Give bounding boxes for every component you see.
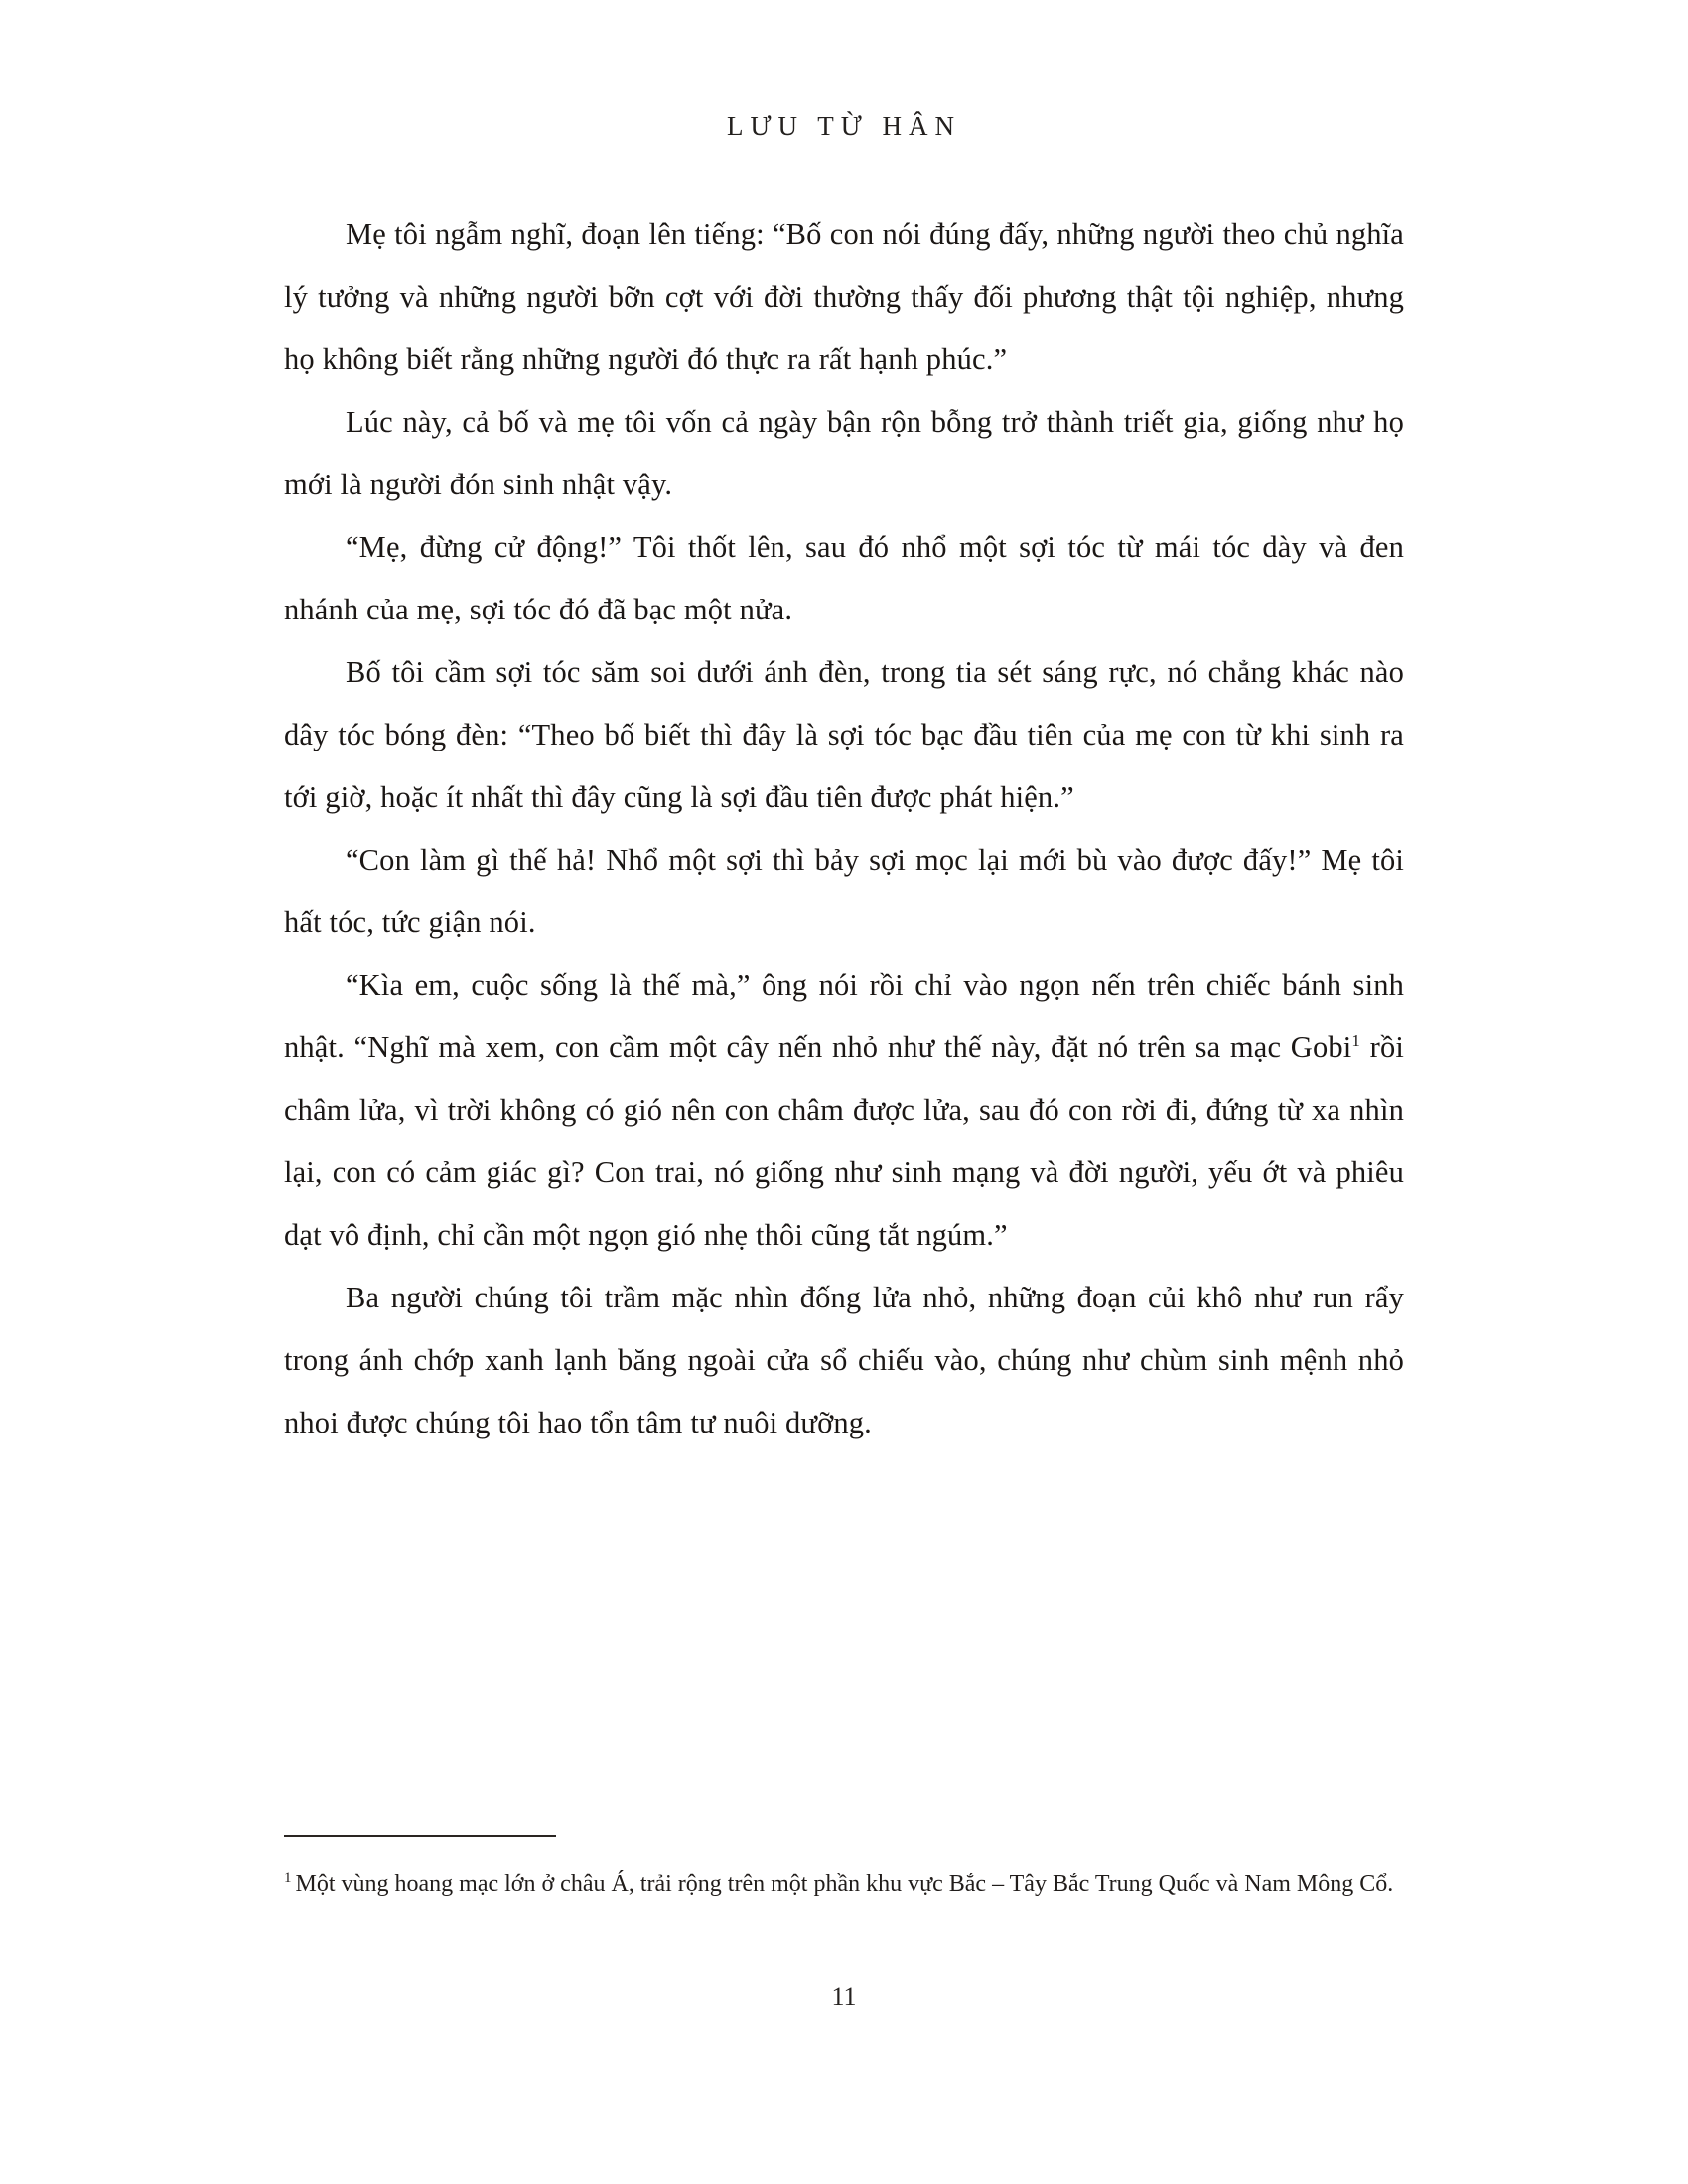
paragraph: “Con làm gì thế hả! Nhổ một sợi thì bảy sợi mọc lại mới bù vào được đấy!” Mẹ tôi hất tóc, tức giận nói. [284, 843, 1404, 939]
footnote-body: Một vùng hoang mạc lớn ở châu Á, trải rộng trên một phần khu vực Bắc – Tây Bắc Trung Quốc và Nam Mông Cổ. [295, 1871, 1394, 1897]
running-head: LƯU TỪ HÂN [727, 111, 961, 141]
paragraph: Bố tôi cầm sợi tóc săm soi dưới ánh đèn, trong tia sét sáng rực, nó chẳng khác nào dây tóc bóng đèn: “Theo bố biết thì đây là sợi tóc bạc đầu tiên của mẹ con từ khi sinh ra tới giờ, hoặc ít nhất thì đây cũng là sợi đầu tiên được phát hiện.” [284, 655, 1404, 814]
paragraph: Mẹ tôi ngẫm nghĩ, đoạn lên tiếng: “Bố con nói đúng đấy, những người theo chủ nghĩa lý tưởng và những người bỡn cợt với đời thường thấy đối phương thật tội nghiệp, nhưng họ không biết rằng những người đó thực ra rất hạnh phúc.” [284, 217, 1404, 376]
page-number: 11 [831, 1982, 857, 2011]
body-text-column [284, 204, 1404, 1454]
footnote-text [284, 1860, 1404, 1908]
footnote-marker: 1 [284, 1870, 292, 1886]
paragraph-part-after-footnote: rồi châm lửa, vì trời không có gió nên con châm được lửa, sau đó con rời đi, đứng từ xa nhìn lại, con có cảm giác gì? Con trai, nó giống như sinh mạng và đời người, yếu ớt và phiêu dạt vô định, chỉ cần một ngọn gió nhẹ thôi cũng tắt ngúm.” [284, 1030, 1405, 1252]
footnote-reference-marker[interactable]: 1 [1351, 1030, 1361, 1050]
footnote-separator-rule [284, 1835, 556, 1837]
paragraph: Ba người chúng tôi trầm mặc nhìn đống lửa nhỏ, những đoạn củi khô như run rẩy trong ánh chớp xanh lạnh băng ngoài cửa sổ chiếu vào, chúng như chùm sinh mệnh nhỏ nhoi được chúng tôi hao tổn tâm tư nuôi dưỡng. [284, 1281, 1404, 1439]
paragraph-with-footnote [284, 954, 1404, 1267]
paragraph: “Mẹ, đừng cử động!” Tôi thốt lên, sau đó nhổ một sợi tóc từ mái tóc dày và đen nhánh của mẹ, sợi tóc đó đã bạc một nửa. [284, 530, 1404, 626]
footnote-area [284, 1835, 1404, 1908]
paragraph-part-before-footnote: “Kìa em, cuộc sống là thế mà,” ông nói rồi chỉ vào ngọn nến trên chiếc bánh sinh nhật. “Nghĩ mà xem, con cầm một cây nến nhỏ như thế này, đặt nó trên sa mạc Gobi [284, 968, 1404, 1064]
paragraph: Lúc này, cả bố và mẹ tôi vốn cả ngày bận rộn bỗng trở thành triết gia, giống như họ mới là người đón sinh nhật vậy. [284, 405, 1404, 501]
